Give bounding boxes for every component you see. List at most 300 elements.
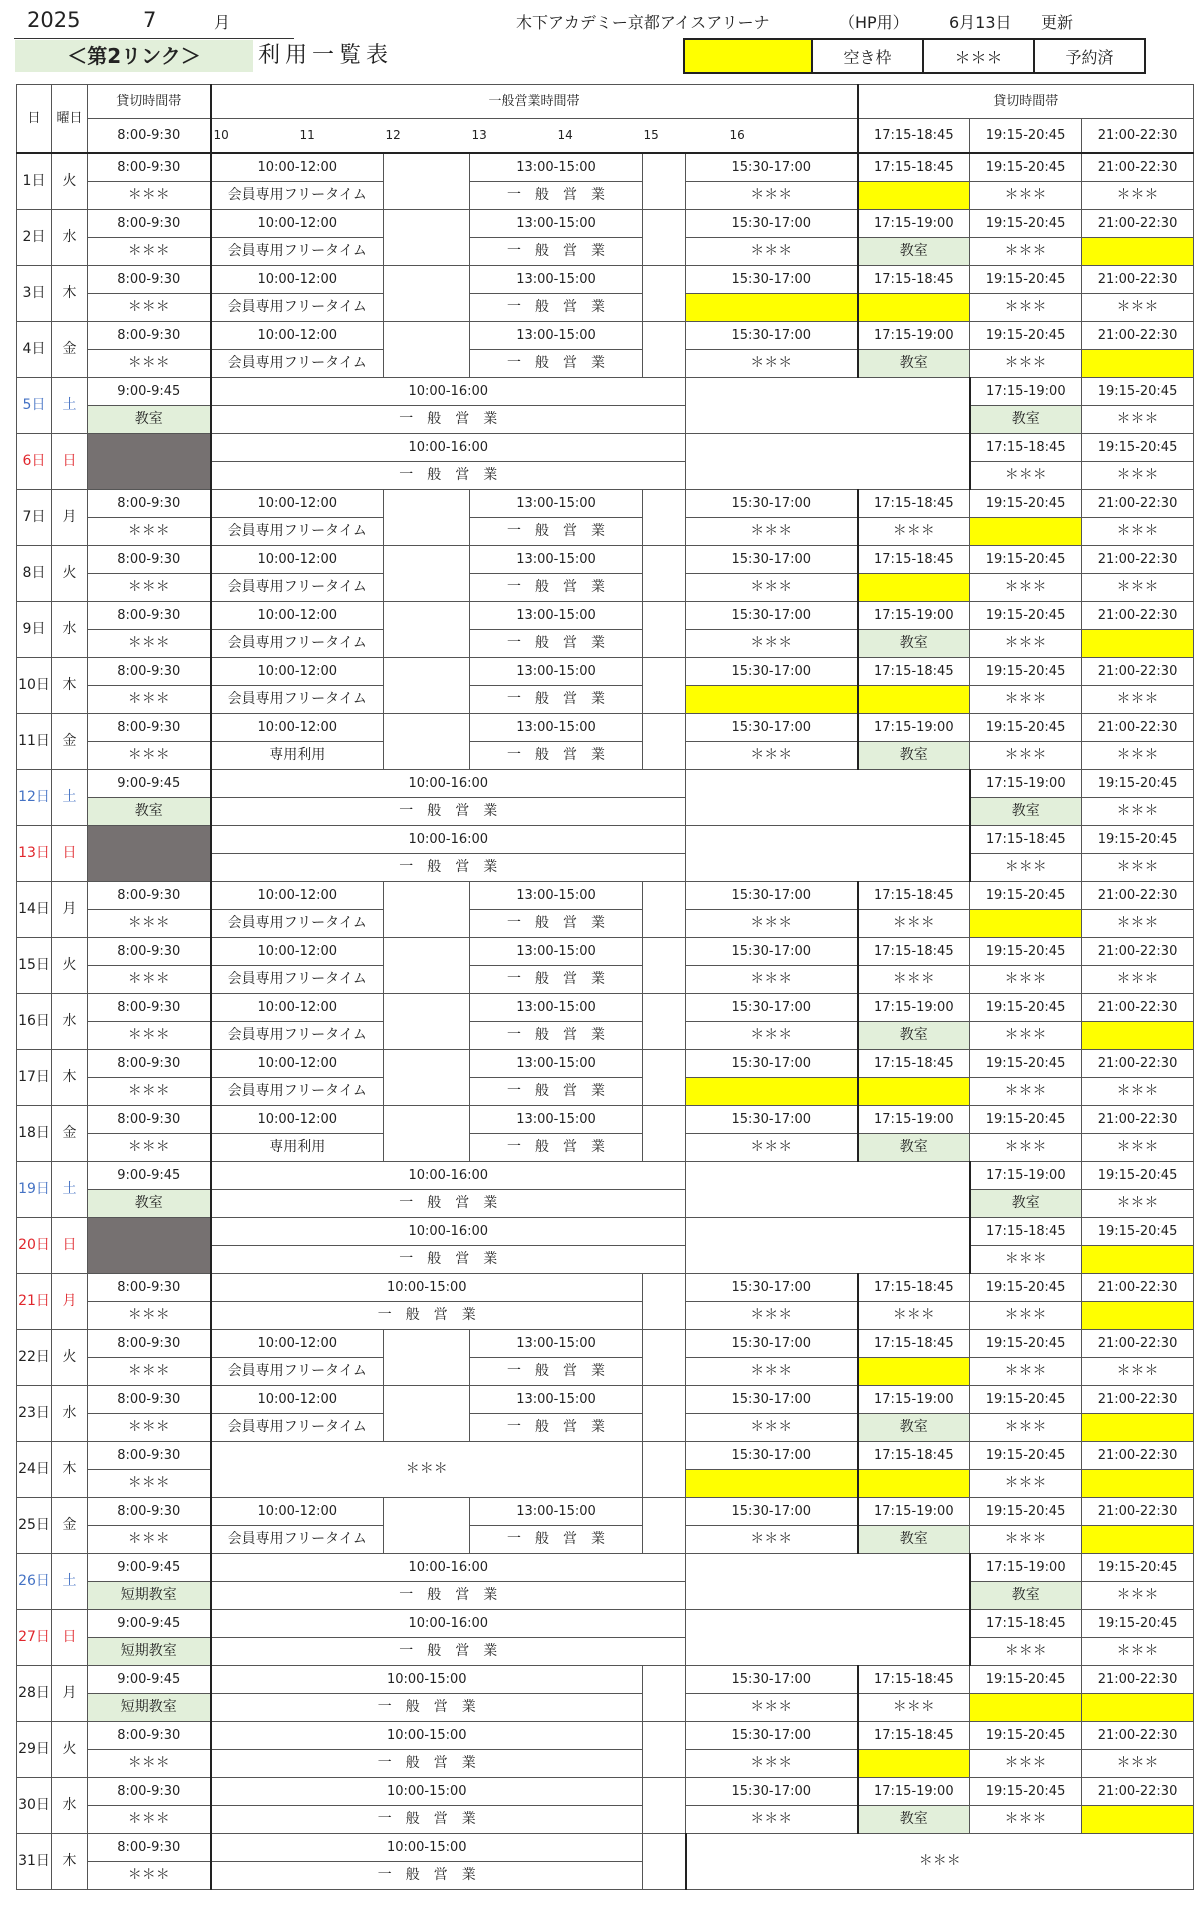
afternoon-time: 15:30-17:00 — [686, 266, 858, 294]
closed-slot — [88, 826, 211, 882]
rental-morning-time: 8:00-9:30 — [88, 1274, 211, 1302]
evening-slot-time: 17:15-19:00 — [858, 994, 970, 1022]
evening-slot-time: 17:15-18:45 — [970, 826, 1082, 854]
evening-slot-time: 17:15-19:00 — [970, 378, 1082, 406]
evening-slot-time: 17:15-19:00 — [858, 1778, 970, 1806]
evening-slot-status: ＊＊＊ — [970, 462, 1082, 490]
member-time: 10:00-12:00 — [211, 602, 384, 630]
general-time: 10:00-15:00 — [211, 1834, 643, 1862]
schedule-table — [16, 84, 1194, 1890]
evening-slot-status: ＊＊＊ — [970, 854, 1082, 882]
evening-slot-status: ＊＊＊ — [1082, 1134, 1194, 1162]
evening-slot-status — [858, 182, 970, 210]
link-badge: ＜第2リンク＞ — [15, 40, 253, 72]
member-time: 10:00-12:00 — [211, 153, 384, 182]
member-label: 会員専用フリータイム — [211, 1078, 384, 1106]
weekday: 土 — [52, 1554, 88, 1610]
rental-morning-status: ＊＊＊ — [88, 686, 211, 714]
general-label: 一 般 営 業 — [211, 1190, 686, 1218]
afternoon-time: 15:30-17:00 — [686, 1442, 858, 1470]
afternoon-time: 15:30-17:00 — [686, 1666, 858, 1694]
member-time: 10:00-12:00 — [211, 1498, 384, 1526]
rental-morning-status: ＊＊＊ — [88, 238, 211, 266]
general-time: 13:00-15:00 — [470, 546, 643, 574]
evening-slot-time: 19:15-20:45 — [970, 1106, 1082, 1134]
general-label: 一 般 営 業 — [470, 182, 643, 210]
day-row-sub — [17, 686, 1194, 714]
evening-slot-status — [1082, 1694, 1194, 1722]
afternoon-time: 15:30-17:00 — [686, 1386, 858, 1414]
rental-morning-time: 8:00-9:30 — [88, 210, 211, 238]
night-stars: ＊＊＊ — [686, 1834, 1194, 1890]
rental-morning-time: 8:00-9:30 — [88, 1330, 211, 1358]
gap-cell — [384, 1386, 470, 1442]
evening-slot-status: ＊＊＊ — [1082, 462, 1194, 490]
general-time: 13:00-15:00 — [470, 658, 643, 686]
weekday: 日 — [52, 1218, 88, 1274]
evening-slot-status: ＊＊＊ — [970, 350, 1082, 378]
general-label: 一 般 営 業 — [211, 1750, 643, 1778]
day-number: 14日 — [17, 882, 52, 938]
closed-slot — [88, 434, 211, 490]
general-label: 一 般 営 業 — [211, 1806, 643, 1834]
gap-cell — [686, 434, 970, 490]
day-row-sub — [17, 1190, 1194, 1218]
afternoon-time: 15:30-17:00 — [686, 546, 858, 574]
gap-cell — [384, 1498, 470, 1554]
evening-slot-status: ＊＊＊ — [970, 1358, 1082, 1386]
general-label: 一 般 営 業 — [470, 742, 643, 770]
header-underline — [14, 38, 294, 39]
day-row-sub — [17, 1302, 1194, 1330]
gap-cell — [384, 658, 470, 714]
afternoon-status: ＊＊＊ — [686, 1694, 858, 1722]
afternoon-status: ＊＊＊ — [686, 1302, 858, 1330]
hour-tick: 12 — [385, 128, 401, 142]
evening-slot-status: ＊＊＊ — [970, 1638, 1082, 1666]
header-evening-slot-3: 21:00-22:30 — [1082, 119, 1194, 154]
day-row-sub — [17, 1694, 1194, 1722]
gap-cell — [686, 826, 970, 882]
afternoon-time: 15:30-17:00 — [686, 658, 858, 686]
evening-slot-time: 19:15-20:45 — [970, 1722, 1082, 1750]
general-time: 13:00-15:00 — [470, 1050, 643, 1078]
evening-slot-status — [1082, 1246, 1194, 1274]
evening-slot-time: 21:00-22:30 — [1082, 994, 1194, 1022]
evening-slot-status — [858, 686, 970, 714]
rental-morning-time: 8:00-9:30 — [88, 658, 211, 686]
afternoon-status — [686, 686, 858, 714]
evening-slot-status — [970, 910, 1082, 938]
legend-reserved: 予約済 — [1034, 39, 1145, 73]
day-row — [17, 658, 1194, 686]
evening-slot-status: ＊＊＊ — [1082, 182, 1194, 210]
member-label: 会員専用フリータイム — [211, 1358, 384, 1386]
member-time: 10:00-12:00 — [211, 1386, 384, 1414]
evening-slot-time: 19:15-20:45 — [970, 714, 1082, 742]
evening-slot-status: ＊＊＊ — [970, 238, 1082, 266]
page-title: 利用一覧表 — [258, 43, 394, 68]
gap-cell — [643, 994, 686, 1050]
general-time: 10:00-16:00 — [211, 1162, 686, 1190]
evening-slot-time: 19:15-20:45 — [970, 1498, 1082, 1526]
evening-slot-status: ＊＊＊ — [970, 1414, 1082, 1442]
evening-slot-status: ＊＊＊ — [970, 966, 1082, 994]
evening-slot-time: 19:15-20:45 — [1082, 434, 1194, 462]
day-row — [17, 546, 1194, 574]
day-number: 29日 — [17, 1722, 52, 1778]
rental-morning-status: ＊＊＊ — [88, 1302, 211, 1330]
evening-slot-status: ＊＊＊ — [970, 686, 1082, 714]
evening-slot-status: ＊＊＊ — [970, 742, 1082, 770]
day-number: 28日 — [17, 1666, 52, 1722]
general-time: 10:00-16:00 — [211, 826, 686, 854]
day-number: 16日 — [17, 994, 52, 1050]
gap-cell — [686, 1218, 970, 1274]
weekday: 火 — [52, 153, 88, 210]
evening-slot-status: ＊＊＊ — [1082, 854, 1194, 882]
gap-cell — [643, 602, 686, 658]
evening-slot-status: 教室 — [858, 1414, 970, 1442]
general-time: 10:00-16:00 — [211, 1218, 686, 1246]
gap-cell — [643, 1106, 686, 1162]
weekday: 月 — [52, 882, 88, 938]
afternoon-status: ＊＊＊ — [686, 742, 858, 770]
evening-slot-status: ＊＊＊ — [858, 910, 970, 938]
evening-slot-time: 19:15-20:45 — [970, 210, 1082, 238]
evening-slot-time: 21:00-22:30 — [1082, 938, 1194, 966]
member-label: 会員専用フリータイム — [211, 966, 384, 994]
day-row — [17, 1610, 1194, 1638]
day-row-sub — [17, 182, 1194, 210]
header-rental-evening: 貸切時間帯 — [858, 85, 1194, 119]
weekday: 火 — [52, 1330, 88, 1386]
hour-tick: 16 — [729, 128, 745, 142]
general-label: 一 般 営 業 — [211, 854, 686, 882]
afternoon-status — [686, 1470, 858, 1498]
day-row — [17, 153, 1194, 182]
gap-cell — [643, 1274, 686, 1330]
afternoon-time: 15:30-17:00 — [686, 602, 858, 630]
evening-slot-time: 19:15-20:45 — [970, 1666, 1082, 1694]
evening-slot-status: 教室 — [858, 238, 970, 266]
day-row — [17, 1218, 1194, 1246]
evening-slot-status — [1082, 1302, 1194, 1330]
rental-morning-status: ＊＊＊ — [88, 518, 211, 546]
day-number: 22日 — [17, 1330, 52, 1386]
evening-slot-status — [858, 574, 970, 602]
day-row-sub — [17, 1358, 1194, 1386]
weekday: 水 — [52, 1386, 88, 1442]
gap-cell — [686, 1162, 970, 1218]
day-number: 12日 — [17, 770, 52, 826]
afternoon-time: 15:30-17:00 — [686, 210, 858, 238]
day-row-sub — [17, 1806, 1194, 1834]
gap-cell — [643, 1386, 686, 1442]
rental-morning-time: 8:00-9:30 — [88, 1442, 211, 1470]
day-row-sub — [17, 742, 1194, 770]
evening-slot-time: 21:00-22:30 — [1082, 546, 1194, 574]
weekday: 水 — [52, 1778, 88, 1834]
gap-cell — [643, 153, 686, 210]
evening-slot-status: ＊＊＊ — [970, 294, 1082, 322]
rental-morning-status: ＊＊＊ — [88, 1862, 211, 1890]
afternoon-status: ＊＊＊ — [686, 350, 858, 378]
general-label: 一 般 営 業 — [470, 1078, 643, 1106]
member-time: 10:00-12:00 — [211, 266, 384, 294]
evening-slot-time: 21:00-22:30 — [1082, 1106, 1194, 1134]
general-time: 13:00-15:00 — [470, 882, 643, 910]
afternoon-time: 15:30-17:00 — [686, 1722, 858, 1750]
rental-morning-status: ＊＊＊ — [88, 182, 211, 210]
rental-morning-time: 8:00-9:30 — [88, 1050, 211, 1078]
gap-cell — [384, 210, 470, 266]
rental-morning-status: ＊＊＊ — [88, 574, 211, 602]
evening-slot-time: 21:00-22:30 — [1082, 714, 1194, 742]
rental-morning-status: 短期教室 — [88, 1582, 211, 1610]
rental-morning-status: 短期教室 — [88, 1638, 211, 1666]
general-time: 13:00-15:00 — [470, 490, 643, 518]
evening-slot-time: 21:00-22:30 — [1082, 602, 1194, 630]
afternoon-time: 15:30-17:00 — [686, 153, 858, 182]
rental-morning-status: 教室 — [88, 798, 211, 826]
gap-cell — [384, 938, 470, 994]
afternoon-time: 15:30-17:00 — [686, 1050, 858, 1078]
rental-morning-status: ＊＊＊ — [88, 1526, 211, 1554]
afternoon-time: 15:30-17:00 — [686, 1498, 858, 1526]
evening-slot-status: 教室 — [970, 1582, 1082, 1610]
evening-slot-status: ＊＊＊ — [858, 1302, 970, 1330]
general-time: 13:00-15:00 — [470, 266, 643, 294]
evening-slot-status: 教室 — [858, 630, 970, 658]
evening-slot-status: ＊＊＊ — [1082, 1190, 1194, 1218]
day-row-sub — [17, 1750, 1194, 1778]
evening-slot-time: 19:15-20:45 — [970, 490, 1082, 518]
general-time: 13:00-15:00 — [470, 994, 643, 1022]
afternoon-status: ＊＊＊ — [686, 238, 858, 266]
member-label: 会員専用フリータイム — [211, 518, 384, 546]
afternoon-time: 15:30-17:00 — [686, 1330, 858, 1358]
evening-slot-time: 19:15-20:45 — [1082, 1610, 1194, 1638]
weekday: 土 — [52, 1162, 88, 1218]
gap-cell — [643, 938, 686, 994]
general-label: 一 般 営 業 — [470, 630, 643, 658]
rental-morning-time: 9:00-9:45 — [88, 770, 211, 798]
evening-slot-time: 17:15-18:45 — [858, 1330, 970, 1358]
hour-scale — [211, 119, 858, 154]
legend — [683, 38, 1146, 74]
closed-slot — [88, 1218, 211, 1274]
rental-morning-status: 教室 — [88, 1190, 211, 1218]
day-number: 4日 — [17, 322, 52, 378]
header-general: 一般営業時間帯 — [211, 85, 858, 119]
gap-cell — [384, 882, 470, 938]
evening-slot-time: 17:15-18:45 — [858, 266, 970, 294]
rental-morning-status: ＊＊＊ — [88, 1470, 211, 1498]
header-early-slot: 8:00-9:30 — [88, 119, 211, 154]
member-label: 会員専用フリータイム — [211, 1414, 384, 1442]
afternoon-time: 15:30-17:00 — [686, 994, 858, 1022]
general-time: 13:00-15:00 — [470, 602, 643, 630]
evening-slot-time: 19:15-20:45 — [970, 1274, 1082, 1302]
evening-slot-status: ＊＊＊ — [858, 1694, 970, 1722]
evening-slot-time: 19:15-20:45 — [970, 938, 1082, 966]
evening-slot-time: 19:15-20:45 — [1082, 378, 1194, 406]
day-row — [17, 210, 1194, 238]
evening-slot-status: 教室 — [858, 1134, 970, 1162]
day-row — [17, 602, 1194, 630]
day-row-sub — [17, 406, 1194, 434]
rental-morning-status: ＊＊＊ — [88, 1358, 211, 1386]
evening-slot-status: 教室 — [970, 798, 1082, 826]
day-row — [17, 1274, 1194, 1302]
evening-slot-time: 21:00-22:30 — [1082, 153, 1194, 182]
general-time: 13:00-15:00 — [470, 322, 643, 350]
gap-cell — [643, 1722, 686, 1778]
evening-slot-status — [970, 1694, 1082, 1722]
month-unit: 月 — [214, 13, 231, 32]
general-time: 10:00-15:00 — [211, 1722, 643, 1750]
evening-slot-time: 19:15-20:45 — [970, 266, 1082, 294]
evening-slot-time: 19:15-20:45 — [970, 658, 1082, 686]
evening-slot-time: 19:15-20:45 — [1082, 1554, 1194, 1582]
general-time: 10:00-15:00 — [211, 1666, 643, 1694]
evening-slot-time: 17:15-18:45 — [970, 1610, 1082, 1638]
day-row-sub — [17, 1414, 1194, 1442]
general-time: 10:00-15:00 — [211, 1274, 643, 1302]
evening-slot-status: 教室 — [970, 1190, 1082, 1218]
gap-cell — [384, 153, 470, 210]
evening-slot-status: 教室 — [970, 406, 1082, 434]
evening-slot-status: 教室 — [858, 1526, 970, 1554]
evening-slot-status: 教室 — [858, 1022, 970, 1050]
hour-tick: 15 — [643, 128, 659, 142]
evening-slot-status: ＊＊＊ — [1082, 1078, 1194, 1106]
general-label: 一 般 営 業 — [211, 1302, 643, 1330]
day-row — [17, 1386, 1194, 1414]
header-evening-slot-2: 19:15-20:45 — [970, 119, 1082, 154]
member-label: 会員専用フリータイム — [211, 1022, 384, 1050]
evening-slot-time: 17:15-18:45 — [858, 1050, 970, 1078]
evening-slot-status — [1082, 1470, 1194, 1498]
hour-tick: 13 — [471, 128, 487, 142]
day-row-sub — [17, 350, 1194, 378]
gap-cell — [643, 1778, 686, 1834]
evening-slot-time: 17:15-18:45 — [858, 658, 970, 686]
day-number: 7日 — [17, 490, 52, 546]
gap-cell — [686, 378, 970, 434]
evening-slot-status: ＊＊＊ — [1082, 1638, 1194, 1666]
evening-slot-time: 19:15-20:45 — [970, 602, 1082, 630]
evening-slot-status: ＊＊＊ — [970, 1750, 1082, 1778]
member-label: 会員専用フリータイム — [211, 630, 384, 658]
afternoon-time: 15:30-17:00 — [686, 1778, 858, 1806]
header-weekday: 曜日 — [52, 85, 88, 154]
evening-slot-time: 17:15-19:00 — [858, 322, 970, 350]
general-time: 13:00-15:00 — [470, 1386, 643, 1414]
day-row — [17, 1778, 1194, 1806]
member-time: 10:00-12:00 — [211, 714, 384, 742]
evening-slot-time: 17:15-19:00 — [858, 210, 970, 238]
evening-slot-status: ＊＊＊ — [970, 1246, 1082, 1274]
evening-slot-time: 19:15-20:45 — [970, 1442, 1082, 1470]
afternoon-status: ＊＊＊ — [686, 574, 858, 602]
day-number: 18日 — [17, 1106, 52, 1162]
member-time: 10:00-12:00 — [211, 1330, 384, 1358]
day-row — [17, 1834, 1194, 1862]
day-number: 9日 — [17, 602, 52, 658]
day-row-sub — [17, 518, 1194, 546]
hour-tick: 10 — [213, 128, 229, 142]
evening-slot-time: 21:00-22:30 — [1082, 266, 1194, 294]
gap-cell — [384, 322, 470, 378]
member-time: 10:00-12:00 — [211, 658, 384, 686]
day-number: 5日 — [17, 378, 52, 434]
member-time: 10:00-12:00 — [211, 994, 384, 1022]
general-label: 一 般 営 業 — [470, 1358, 643, 1386]
weekday: 木 — [52, 1442, 88, 1498]
member-time: 10:00-12:00 — [211, 210, 384, 238]
evening-slot-time: 21:00-22:30 — [1082, 210, 1194, 238]
general-label: 一 般 営 業 — [211, 406, 686, 434]
weekday: 日 — [52, 434, 88, 490]
gap-cell — [384, 546, 470, 602]
gap-cell — [643, 1498, 686, 1554]
afternoon-time: 15:30-17:00 — [686, 882, 858, 910]
evening-slot-time: 21:00-22:30 — [1082, 1050, 1194, 1078]
gap-cell — [686, 1610, 970, 1666]
rental-morning-time: 8:00-9:30 — [88, 490, 211, 518]
rental-morning-status: ＊＊＊ — [88, 1022, 211, 1050]
rental-morning-time: 9:00-9:45 — [88, 378, 211, 406]
rental-morning-time: 8:00-9:30 — [88, 153, 211, 182]
weekday: 水 — [52, 210, 88, 266]
gap-cell — [384, 266, 470, 322]
general-time: 13:00-15:00 — [470, 1106, 643, 1134]
evening-slot-status: ＊＊＊ — [1082, 518, 1194, 546]
day-row — [17, 1162, 1194, 1190]
general-label: 一 般 営 業 — [211, 1638, 686, 1666]
member-time: 10:00-12:00 — [211, 882, 384, 910]
evening-slot-time: 17:15-19:00 — [858, 602, 970, 630]
general-time: 13:00-15:00 — [470, 714, 643, 742]
rental-morning-time: 8:00-9:30 — [88, 1106, 211, 1134]
member-label: 会員専用フリータイム — [211, 910, 384, 938]
day-row — [17, 994, 1194, 1022]
day-row — [17, 1050, 1194, 1078]
day-row-sub — [17, 294, 1194, 322]
general-label: 一 般 営 業 — [211, 1862, 643, 1890]
general-time: 10:00-16:00 — [211, 770, 686, 798]
gap-cell — [384, 602, 470, 658]
weekday: 金 — [52, 714, 88, 770]
day-number: 19日 — [17, 1162, 52, 1218]
afternoon-status: ＊＊＊ — [686, 1750, 858, 1778]
evening-slot-time: 19:15-20:45 — [970, 882, 1082, 910]
day-row — [17, 434, 1194, 462]
rental-morning-time: 8:00-9:30 — [88, 546, 211, 574]
weekday: 月 — [52, 1666, 88, 1722]
evening-slot-time: 17:15-19:00 — [858, 1106, 970, 1134]
weekday: 金 — [52, 1498, 88, 1554]
day-row — [17, 770, 1194, 798]
evening-slot-time: 17:15-18:45 — [858, 1274, 970, 1302]
evening-slot-status: ＊＊＊ — [1082, 1582, 1194, 1610]
day-number: 20日 — [17, 1218, 52, 1274]
header-day: 日 — [17, 85, 52, 154]
member-label: 会員専用フリータイム — [211, 686, 384, 714]
weekday: 月 — [52, 490, 88, 546]
